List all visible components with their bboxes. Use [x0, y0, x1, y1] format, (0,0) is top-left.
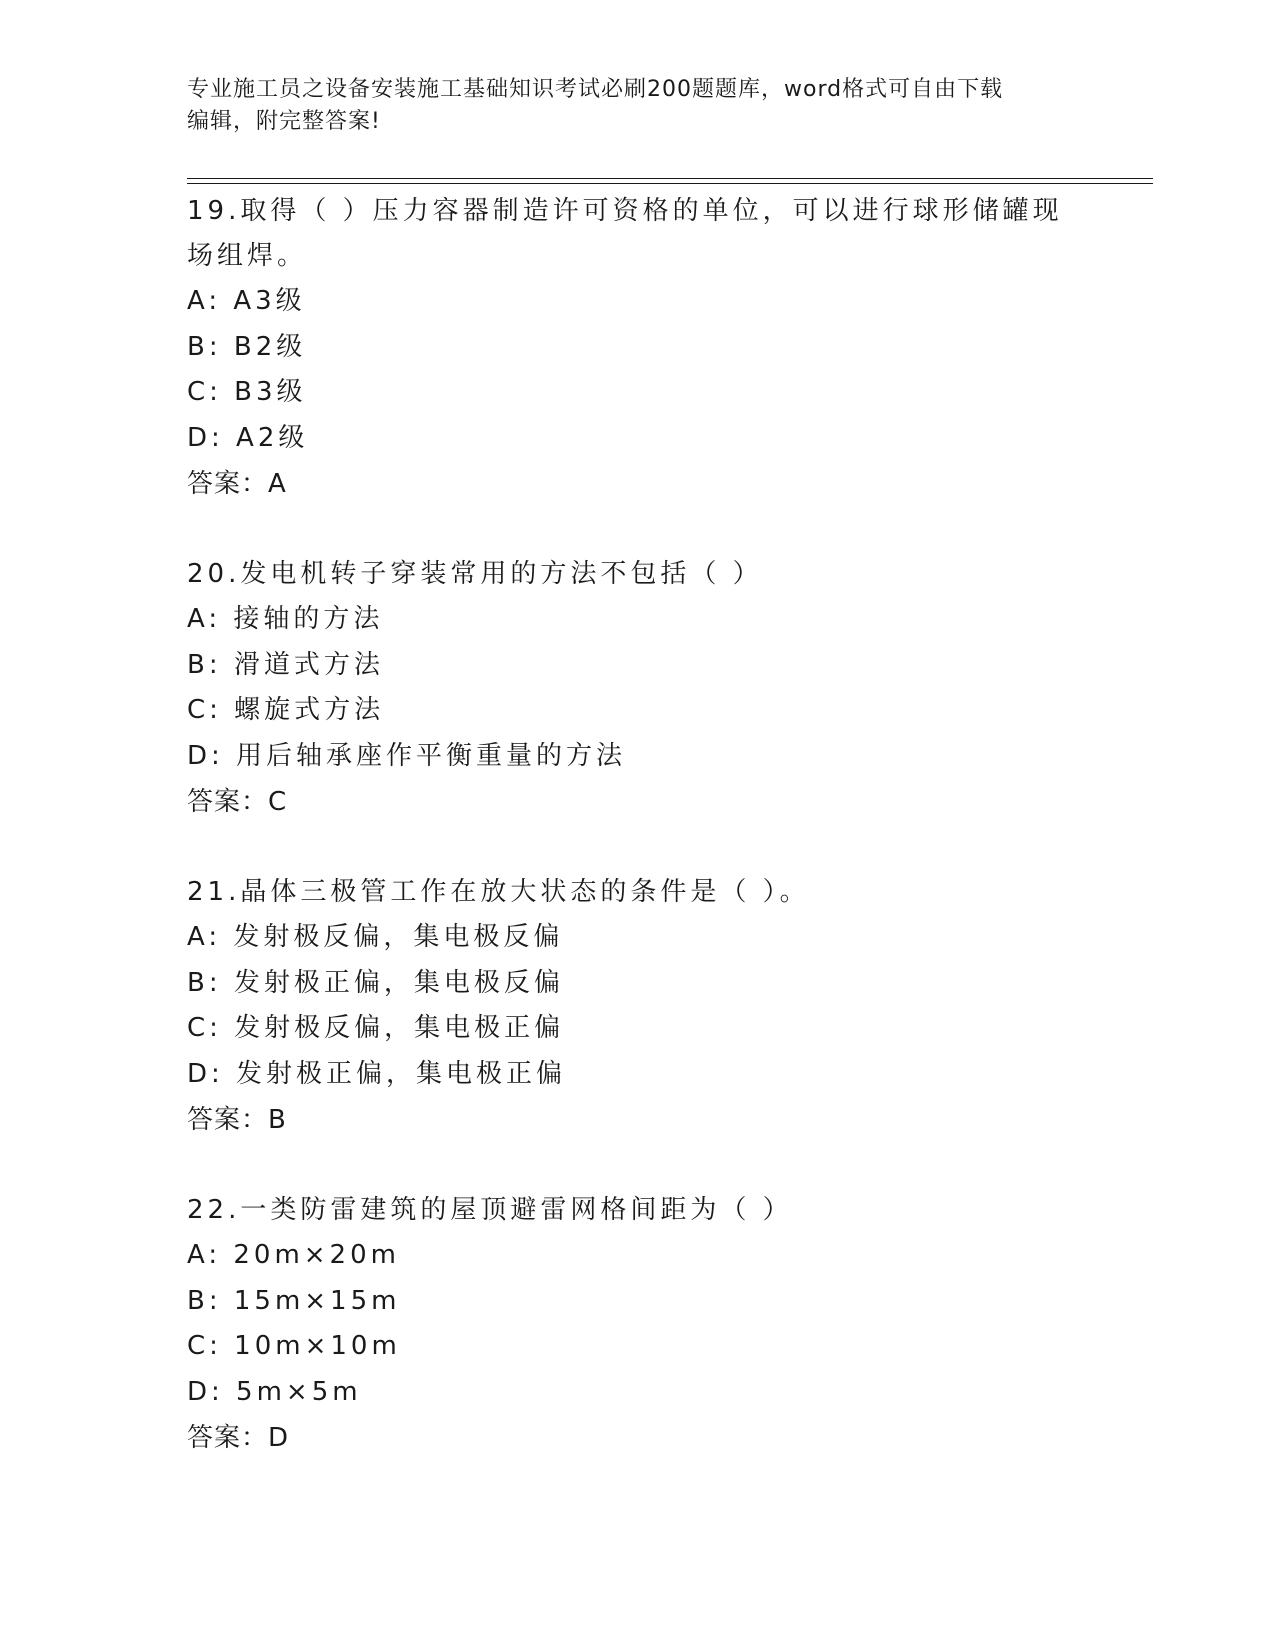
option-c: C: B3级	[187, 377, 307, 407]
option-a: A: 发射极反偏，集电极反偏	[187, 922, 564, 952]
header-divider-top	[187, 178, 1153, 179]
answer-label: 答案：C	[187, 787, 288, 817]
option-b: B: 15m×15m	[187, 1285, 401, 1316]
page-header	[187, 74, 1087, 138]
answer-label: 答案：B	[187, 1105, 287, 1135]
option-b: B: 发射极正偏，集电极反偏	[187, 967, 564, 998]
option-list	[187, 597, 1087, 779]
question-stem: 19.取得（ ）压力容器制造许可资格的单位，可以进行球形储罐现场组焊。	[187, 196, 1063, 271]
question-21	[187, 870, 1087, 1143]
header-line-1: 专业施工员之设备安装施工基础知识考试必刷200题题库，word格式可自由下载	[187, 77, 1004, 102]
option-d: D: 发射极正偏，集电极正偏	[187, 1058, 567, 1089]
option-a: A: 20m×20m	[187, 1240, 400, 1270]
answer-label: 答案：D	[187, 1423, 290, 1453]
question-20	[187, 552, 1087, 825]
option-list	[187, 279, 1087, 461]
option-b: B: B2级	[187, 331, 307, 362]
question-stem: 20.发电机转子穿装常用的方法不包括（ ）	[187, 559, 763, 589]
header-line-2: 编辑，附完整答案!	[187, 109, 381, 134]
option-c: C: 螺旋式方法	[187, 695, 385, 725]
option-a: A: 接轴的方法	[187, 604, 384, 634]
option-d: D: 5m×5m	[187, 1376, 362, 1407]
question-stem: 21.晶体三极管工作在放大状态的条件是（ ）。	[187, 877, 810, 907]
question-22	[187, 1188, 1087, 1461]
question-list	[187, 189, 1087, 1506]
option-a: A: A3级	[187, 286, 306, 316]
option-b: B: 滑道式方法	[187, 649, 384, 680]
question-stem: 22.一类防雷建筑的屋顶避雷网格间距为（ ）	[187, 1195, 793, 1225]
option-d: D: 用后轴承座作平衡重量的方法	[187, 740, 627, 771]
question-19	[187, 189, 1087, 507]
answer-label: 答案：A	[187, 469, 287, 499]
option-c: C: 发射极反偏，集电极正偏	[187, 1013, 565, 1043]
option-list	[187, 1233, 1087, 1415]
option-d: D: A2级	[187, 422, 309, 453]
option-list	[187, 915, 1087, 1097]
header-divider-bottom	[187, 183, 1153, 184]
option-c: C: 10m×10m	[187, 1331, 401, 1361]
